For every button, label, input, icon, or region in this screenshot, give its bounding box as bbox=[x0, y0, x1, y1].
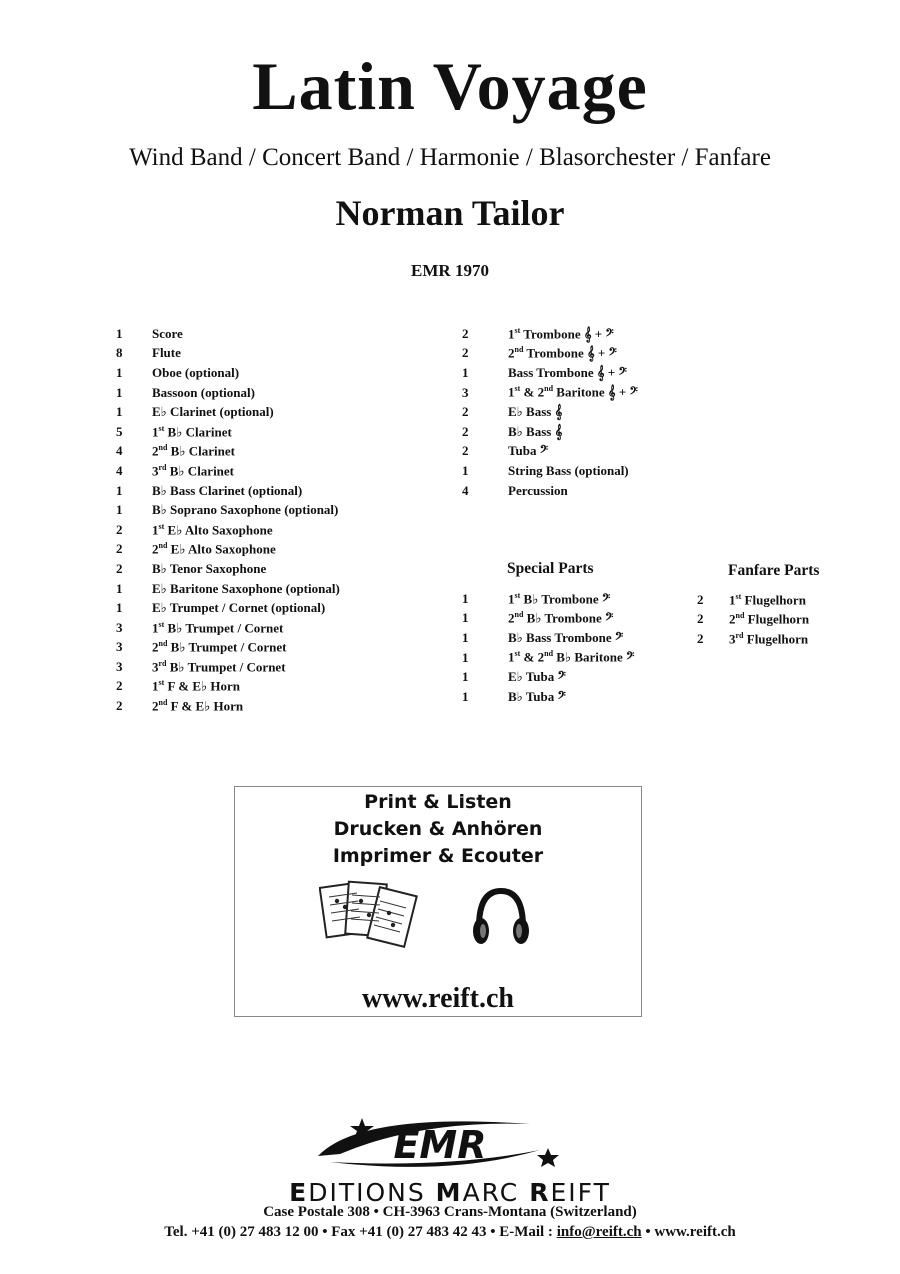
ensemble-subtitle: Wind Band / Concert Band / Harmonie / Blasorchester / Fanfare bbox=[129, 144, 771, 171]
promo-line-en: Print & Listen bbox=[364, 791, 512, 813]
part-quantity: 2 bbox=[697, 591, 704, 607]
part-quantity: 4 bbox=[116, 462, 123, 478]
part-item bbox=[116, 520, 340, 540]
part-name: 2nd F & E♭ Horn bbox=[152, 697, 244, 714]
part-item bbox=[116, 442, 340, 462]
part-quantity: 1 bbox=[116, 364, 123, 380]
part-quantity: 1 bbox=[462, 590, 469, 606]
part-item bbox=[462, 648, 634, 668]
part-quantity: 3 bbox=[462, 384, 469, 400]
part-item bbox=[462, 589, 634, 609]
part-quantity: 1 bbox=[116, 384, 123, 400]
part-quantity: 2 bbox=[462, 443, 469, 459]
part-item bbox=[116, 422, 340, 442]
part-item bbox=[462, 324, 638, 344]
catalog-number: EMR 1970 bbox=[411, 261, 489, 280]
part-name: 2nd B♭ Trumpet / Cornet bbox=[152, 639, 287, 655]
part-item bbox=[697, 610, 809, 630]
part-name: B♭ Soprano Saxophone (optional) bbox=[152, 502, 339, 518]
part-quantity: 1 bbox=[116, 482, 123, 498]
part-name: 1st & 2nd B♭ Baritone 𝄢 bbox=[508, 649, 635, 665]
piece-title: Latin Voyage bbox=[252, 48, 648, 124]
part-quantity: 2 bbox=[116, 521, 123, 537]
part-name: Oboe (optional) bbox=[152, 364, 240, 380]
part-name: B♭ Bass Trombone 𝄢 bbox=[508, 629, 624, 645]
part-quantity: 1 bbox=[116, 325, 123, 341]
part-name: 1st Flugelhorn bbox=[729, 591, 806, 607]
part-item bbox=[116, 677, 340, 697]
part-item bbox=[116, 402, 340, 422]
part-quantity: 2 bbox=[116, 541, 123, 557]
part-item bbox=[462, 383, 638, 403]
part-item bbox=[462, 344, 638, 364]
part-quantity: 1 bbox=[116, 600, 123, 616]
part-quantity: 4 bbox=[116, 443, 123, 459]
special-parts-list bbox=[462, 589, 634, 707]
print-listen-box bbox=[234, 786, 642, 1017]
promo-line-de: Drucken & Anhören bbox=[333, 818, 543, 840]
part-item bbox=[116, 579, 340, 599]
part-item bbox=[697, 629, 809, 649]
special-parts-heading: Special Parts bbox=[507, 560, 594, 577]
emr-logo bbox=[300, 1110, 570, 1180]
publisher-address: Case Postale 308 • CH-3963 Crans-Montana (Switzerland) bbox=[263, 1204, 637, 1220]
part-quantity: 2 bbox=[116, 678, 123, 694]
part-name: Tuba 𝄢 bbox=[508, 443, 549, 459]
part-quantity: 1 bbox=[116, 502, 123, 518]
part-quantity: 2 bbox=[462, 325, 469, 341]
part-name: 1st B♭ Trumpet / Cornet bbox=[152, 619, 284, 635]
part-item bbox=[116, 657, 340, 677]
part-name: Flute bbox=[152, 345, 181, 361]
parts-list-low-brass bbox=[462, 324, 638, 500]
part-item bbox=[116, 363, 340, 383]
part-item bbox=[116, 638, 340, 658]
part-item bbox=[116, 461, 340, 481]
composer-name: Norman Tailor bbox=[335, 193, 565, 233]
part-item bbox=[462, 667, 634, 687]
part-name: Bassoon (optional) bbox=[152, 384, 255, 400]
part-quantity: 2 bbox=[462, 404, 469, 420]
part-item bbox=[462, 461, 638, 481]
part-item bbox=[116, 344, 340, 364]
part-item bbox=[116, 481, 340, 501]
part-quantity: 2 bbox=[462, 345, 469, 361]
part-quantity: 3 bbox=[116, 619, 123, 635]
part-quantity: 1 bbox=[462, 629, 469, 645]
part-quantity: 1 bbox=[462, 462, 469, 478]
part-quantity: 2 bbox=[116, 560, 123, 576]
promo-line-fr: Imprimer & Ecouter bbox=[332, 845, 544, 867]
fanfare-parts-heading: Fanfare Parts bbox=[728, 562, 820, 579]
part-item bbox=[116, 559, 340, 579]
part-name: E♭ Baritone Saxophone (optional) bbox=[152, 580, 340, 596]
part-quantity: 1 bbox=[462, 669, 469, 685]
part-name: 1st F & E♭ Horn bbox=[152, 678, 240, 694]
logo-text: EMR bbox=[393, 1123, 487, 1167]
part-name: 2nd B♭ Trombone 𝄢 bbox=[508, 610, 614, 626]
part-item bbox=[462, 609, 634, 629]
part-name: 2nd E♭ Alto Saxophone bbox=[152, 541, 276, 557]
publisher-name: EDITIONS MARC REIFT bbox=[289, 1178, 611, 1207]
email-link[interactable]: info@reift.ch bbox=[556, 1224, 642, 1240]
part-name: 2nd Flugelhorn bbox=[729, 611, 810, 627]
part-name: E♭ Clarinet (optional) bbox=[152, 404, 274, 420]
part-name: String Bass (optional) bbox=[508, 462, 629, 478]
headphones-icon bbox=[473, 891, 529, 944]
part-item bbox=[116, 540, 340, 560]
part-name: E♭ Tuba 𝄢 bbox=[508, 669, 566, 685]
part-name: 1st E♭ Alto Saxophone bbox=[152, 521, 273, 537]
part-name: 3rd B♭ Clarinet bbox=[152, 462, 235, 479]
part-quantity: 4 bbox=[462, 482, 469, 498]
part-name: Percussion bbox=[508, 482, 568, 498]
part-quantity: 1 bbox=[462, 610, 469, 626]
fanfare-parts-list bbox=[697, 590, 809, 649]
part-quantity: 2 bbox=[697, 630, 704, 646]
part-item bbox=[697, 590, 809, 610]
part-name: 1st & 2nd Baritone 𝄞 + 𝄢 bbox=[508, 384, 638, 400]
part-quantity: 1 bbox=[462, 649, 469, 665]
part-quantity: 5 bbox=[116, 423, 123, 439]
part-name: 1st B♭ Clarinet bbox=[152, 423, 232, 439]
parts-list-main bbox=[116, 324, 340, 716]
part-name: E♭ Bass 𝄞 bbox=[508, 404, 563, 420]
part-name: E♭ Trumpet / Cornet (optional) bbox=[152, 600, 326, 616]
part-name: Bass Trombone 𝄞 + 𝄢 bbox=[508, 364, 627, 380]
part-name: B♭ Bass 𝄞 bbox=[508, 423, 563, 439]
publisher-contact: Tel. +41 (0) 27 483 12 00 • Fax +41 (0) 27 483 42 43 • E-Mail : info@reift.ch • www.reift.ch bbox=[164, 1224, 736, 1240]
part-quantity: 1 bbox=[116, 404, 123, 420]
part-name: B♭ Tuba 𝄢 bbox=[508, 688, 566, 704]
part-item bbox=[462, 363, 638, 383]
part-quantity: 1 bbox=[116, 580, 123, 596]
part-name: 2nd B♭ Clarinet bbox=[152, 443, 235, 459]
part-name: 3rd B♭ Trumpet / Cornet bbox=[152, 658, 286, 675]
part-name: 1st Trombone 𝄞 + 𝄢 bbox=[508, 325, 614, 341]
part-item bbox=[462, 481, 638, 501]
part-item bbox=[116, 383, 340, 403]
part-item bbox=[116, 598, 340, 618]
part-quantity: 2 bbox=[697, 611, 704, 627]
part-quantity: 8 bbox=[116, 345, 123, 361]
part-item bbox=[462, 628, 634, 648]
promo-website: www.reift.ch bbox=[362, 983, 514, 1014]
part-item bbox=[116, 618, 340, 638]
star-icon bbox=[537, 1148, 559, 1167]
part-item bbox=[116, 324, 340, 344]
part-name: Score bbox=[152, 325, 183, 341]
part-item bbox=[462, 442, 638, 462]
promo-illustrations bbox=[319, 879, 559, 959]
part-name: 1st B♭ Trombone 𝄢 bbox=[508, 590, 611, 606]
part-item bbox=[462, 422, 638, 442]
part-item bbox=[116, 500, 340, 520]
part-name: 2nd Trombone 𝄞 + 𝄢 bbox=[508, 345, 617, 361]
part-quantity: 3 bbox=[116, 639, 123, 655]
part-item bbox=[462, 687, 634, 707]
part-quantity: 1 bbox=[462, 688, 469, 704]
part-item bbox=[462, 402, 638, 422]
part-quantity: 2 bbox=[462, 423, 469, 439]
part-name: B♭ Bass Clarinet (optional) bbox=[152, 482, 303, 498]
sheet-music-icon bbox=[320, 882, 417, 947]
part-quantity: 2 bbox=[116, 698, 123, 714]
part-quantity: 3 bbox=[116, 658, 123, 674]
part-name: B♭ Tenor Saxophone bbox=[152, 560, 267, 576]
part-name: 3rd Flugelhorn bbox=[729, 630, 809, 647]
part-quantity: 1 bbox=[462, 364, 469, 380]
part-item bbox=[116, 696, 340, 716]
